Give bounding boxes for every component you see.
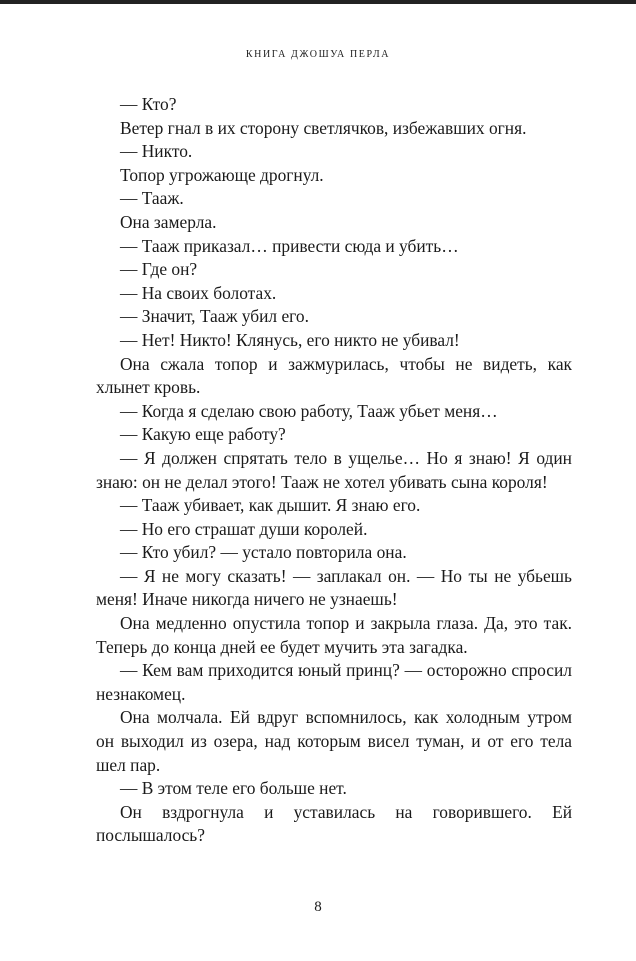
paragraph: Ветер гнал в их сторону светлячков, избежавших огня. bbox=[120, 117, 527, 138]
paragraph: — Где он? bbox=[120, 259, 198, 280]
paragraph: — Тааж. bbox=[120, 188, 184, 209]
paragraph: Топор угрожающе дрогнул. bbox=[120, 164, 324, 185]
paragraph: — Какую еще работу? bbox=[120, 424, 286, 445]
running-head: КНИГА ДЖОШУА ПЕРЛА bbox=[245, 49, 391, 60]
paragraph: Она замерла. bbox=[120, 211, 217, 232]
paragraph: — Кто убил? — устало повторила она. bbox=[120, 542, 407, 563]
top-border bbox=[0, 0, 636, 4]
paragraph: — Когда я сделаю свою работу, Тааж убьет меня… bbox=[120, 400, 498, 421]
paragraph: — Никто. bbox=[120, 141, 193, 162]
paragraph: — Значит, Тааж убил его. bbox=[120, 306, 309, 327]
paragraph: — Я должен спрятать тело в ущелье… Но я знаю! Я один знаю: он не делал этого! Тааж не хотел убивать сына короля! bbox=[96, 447, 572, 492]
paragraph: — Но его страшат души королей. bbox=[120, 518, 368, 539]
paragraph: — Я не могу сказать! — заплакал он. — Но ты не убьешь меня! Иначе никогда ничего не узнаешь! bbox=[96, 565, 572, 610]
paragraph: Она сжала топор и зажмурилась, чтобы не видеть, как хлынет кровь. bbox=[96, 353, 572, 398]
paragraph: — Тааж убивает, как дышит. Я знаю его. bbox=[120, 495, 421, 516]
paragraph: — Кем вам приходится юный принц? — осторожно спросил незнакомец. bbox=[96, 660, 572, 704]
paragraph: — Кто? bbox=[120, 94, 177, 114]
body-text bbox=[96, 93, 572, 848]
paragraph: Она молчала. Ей вдруг вспомнилось, как холодным утром он выходил из озера, над которым висел туман, и от его тела шел пар. bbox=[96, 707, 572, 775]
paragraph: Он вздрогнула и уставилась на говорившего. Ей послышалось? bbox=[96, 801, 572, 846]
page-number: 8 bbox=[314, 899, 322, 915]
paragraph: — Нет! Никто! Клянусь, его никто не убивал! bbox=[120, 329, 460, 350]
paragraph: — Тааж приказал… привести сюда и убить… bbox=[120, 235, 459, 256]
paragraph: — В этом теле его больше нет. bbox=[120, 778, 347, 799]
paragraph: — На своих болотах. bbox=[120, 282, 277, 303]
paragraph: Она медленно опустила топор и закрыла глаза. Да, это так. Теперь до конца дней ее будет мучить эта загадка. bbox=[96, 613, 572, 657]
